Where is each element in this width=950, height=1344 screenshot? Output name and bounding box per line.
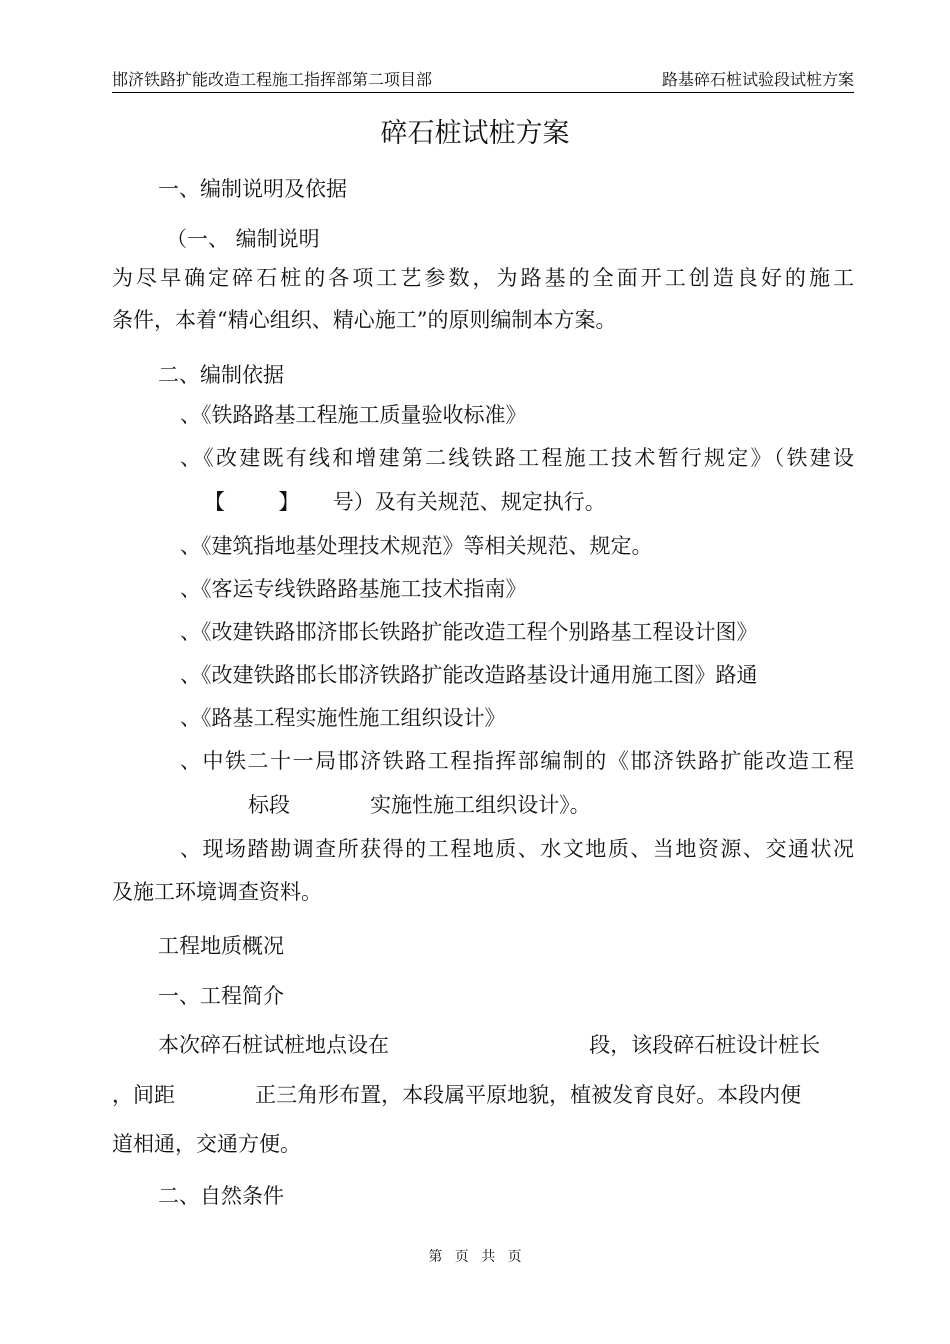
basis-item: 、《建筑指地基处理技术规范》等相关规范、规定。 [180,534,653,558]
basis-item: 、《路基工程实施性施工组织设计》 [180,706,506,730]
subsection-heading: 一、工程简介 [158,984,284,1008]
paragraph-line: ，间距 正三角形布置，本段属平原地貌，植被发育良好。本段内便 [112,1083,802,1107]
basis-item: 标段 实施性施工组织设计》。 [248,793,591,817]
basis-item: 、《客运专线铁路路基施工技术指南》 [180,577,527,601]
section-heading: 一、编制说明及依据 [158,177,347,201]
basis-item: 及施工环境调查资料。 [112,880,322,904]
page-title: 碎石桩试桩方案 [380,118,570,149]
basis-item: 、《改建铁路邯济邯长铁路扩能改造工程个别路基工程设计图》 [180,620,758,644]
subsection-heading: （一、 编制说明 [166,227,320,251]
paragraph-line: 本次碎石桩试桩地点设在 段，该段碎石桩设计桩长 [158,1033,821,1057]
section-heading: 工程地质概况 [158,934,284,958]
subsection-heading: 二、自然条件 [158,1184,284,1208]
paragraph-line: 为尽早确定碎石桩的各项工艺参数，为路基的全面开工创造良好的施工 [112,266,854,290]
basis-item: 、现场踏勘调查所获得的工程地质、水文地质、当地资源、交通状况 [180,837,854,861]
basis-item: 【 】 号）及有关规范、规定执行。 [204,490,606,514]
paragraph-line: 道相通，交通方便。 [112,1132,301,1156]
subsection-heading: 二、编制依据 [158,363,284,387]
basis-item: 、中铁二十一局邯济铁路工程指挥部编制的《邯济铁路扩能改造工程 [180,749,854,773]
header-left: 邯济铁路扩能改造工程施工指挥部第二项目部 [112,70,433,89]
page-footer: 第 页 共 页 [428,1249,522,1265]
header-right: 路基碎石桩试验段试桩方案 [661,70,854,89]
basis-item: 、《改建既有线和增建第二线铁路工程施工技术暂行规定》（铁建设 [180,446,854,470]
paragraph-line: 条件，本着“精心组织、精心施工”的原则编制本方案。 [112,308,617,332]
page-header [112,70,854,93]
basis-item: 、《铁路路基工程施工质量验收标准》 [180,403,527,427]
basis-item: 、《改建铁路邯长邯济铁路扩能改造路基设计通用施工图》路通 [180,663,758,687]
